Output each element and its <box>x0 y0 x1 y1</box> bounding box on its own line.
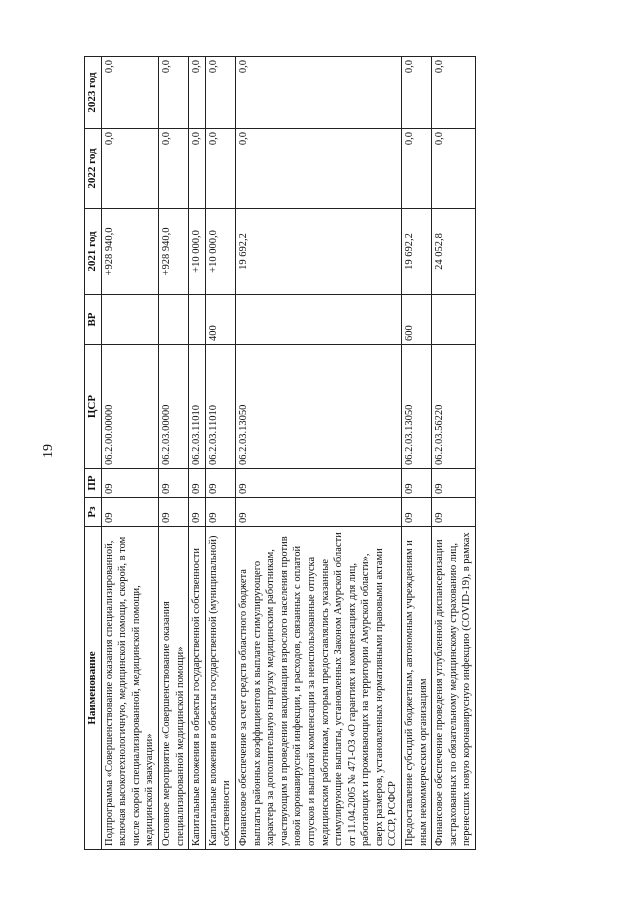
header-rz: Рз <box>85 498 102 527</box>
row-2021: 24 052,8 <box>432 209 476 295</box>
row-vr <box>101 295 158 345</box>
row-2023: 0,0 <box>101 57 158 129</box>
row-rz: 09 <box>235 498 401 527</box>
row-name: Предоставление субсидий бюджетным, автономным учреждениям и иным некоммерческим организациям <box>402 527 432 850</box>
row-name: Подпрограмма «Совершенствование оказания специализированной, включая высокотехнологичную, медицинской помощи, скорой, в том числе скорой специализированной, медицинской помощи, медицинской эвакуации» <box>101 527 158 850</box>
row-pr: 09 <box>189 469 206 498</box>
row-2021: +928 940,0 <box>158 209 188 295</box>
row-rz: 09 <box>432 498 476 527</box>
header-pr: ПР <box>85 469 102 498</box>
row-2023: 0,0 <box>158 57 188 129</box>
row-rz: 09 <box>205 498 235 527</box>
row-csr: 06.2.00.00000 <box>101 345 158 469</box>
row-2022: 0,0 <box>158 129 188 209</box>
row-name: Основное мероприятие «Совершенствование оказания специализированной медицинской помощи» <box>158 527 188 850</box>
row-2021: +10 000,0 <box>205 209 235 295</box>
row-pr: 09 <box>402 469 432 498</box>
row-csr: 06.2.03.00000 <box>158 345 188 469</box>
table-row <box>189 57 206 850</box>
row-2023: 0,0 <box>189 57 206 129</box>
row-name: Финансовое обеспечение за счет средств областного бюджета выплаты районных коэффициентов к выплате стимулирующего характера за дополнительную нагрузку медицинским работникам, участвующим в проведении вакцинации взрослого населения против новой коронавирусной инфекции, и расходов, связанных с оплатой отпусков и выплатой компенсации за неиспользованные отпуска медицинским работникам, которым предоставлялись указанные стимулирующие выплаты, установленных Законом Амурской области от 11.04.2005 № 471-ОЗ «О гарантиях и компенсациях для лиц, работающих и проживающих на территории Амурской области», сверх размеров, установленных нормативными правовыми актами СССР, РСФСР <box>235 527 401 850</box>
row-2023: 0,0 <box>432 57 476 129</box>
row-2023: 0,0 <box>235 57 401 129</box>
row-rz: 09 <box>158 498 188 527</box>
row-pr: 09 <box>158 469 188 498</box>
row-vr <box>189 295 206 345</box>
row-2021: 19 692,2 <box>402 209 432 295</box>
row-rz: 09 <box>101 498 158 527</box>
row-2022: 0,0 <box>432 129 476 209</box>
row-rz: 09 <box>189 498 206 527</box>
row-2022: 0,0 <box>101 129 158 209</box>
row-pr: 09 <box>101 469 158 498</box>
row-vr <box>158 295 188 345</box>
row-2023: 0,0 <box>205 57 235 129</box>
header-2022: 2022 год <box>85 129 102 209</box>
row-vr: 400 <box>205 295 235 345</box>
row-2021: 19 692,2 <box>235 209 401 295</box>
row-name: Капитальные вложения в объекты государственной собственности <box>189 527 206 850</box>
row-2022: 0,0 <box>402 129 432 209</box>
table-row <box>402 57 432 850</box>
row-csr: 06.2.03.11010 <box>189 345 206 469</box>
row-name: Финансовое обеспечение проведения углубленной диспансеризации застрахованных по обязательному медицинскому страхованию лиц, перенесших новую коронавирусную инфекцию (COVID-19), в рамках <box>432 527 476 850</box>
header-2021: 2021 год <box>85 209 102 295</box>
table-header-row <box>85 57 102 850</box>
table-row <box>101 57 158 850</box>
table-row <box>235 57 401 850</box>
row-2022: 0,0 <box>189 129 206 209</box>
row-2022: 0,0 <box>205 129 235 209</box>
header-csr: ЦСР <box>85 345 102 469</box>
page-number: 19 <box>41 444 56 458</box>
row-name: Капитальные вложения в объекты государственной (муниципальной) собственности <box>205 527 235 850</box>
rotated-table-container <box>84 57 628 850</box>
row-2022: 0,0 <box>235 129 401 209</box>
row-csr: 06.2.03.56220 <box>432 345 476 469</box>
row-rz: 09 <box>402 498 432 527</box>
row-csr: 06.2.03.11010 <box>205 345 235 469</box>
row-csr: 06.2.03.13050 <box>235 345 401 469</box>
table-row <box>205 57 235 850</box>
table-row <box>158 57 188 850</box>
header-vr: ВР <box>85 295 102 345</box>
header-2023: 2023 год <box>85 57 102 129</box>
landscape-page <box>84 57 628 850</box>
row-pr: 09 <box>205 469 235 498</box>
row-vr: 600 <box>402 295 432 345</box>
row-2023: 0,0 <box>402 57 432 129</box>
row-pr: 09 <box>235 469 401 498</box>
row-vr <box>432 295 476 345</box>
header-name: Наименование <box>85 527 102 850</box>
row-pr: 09 <box>432 469 476 498</box>
row-csr: 06.2.03.13050 <box>402 345 432 469</box>
row-2021: +10 000,0 <box>189 209 206 295</box>
row-2021: +928 940,0 <box>101 209 158 295</box>
row-vr <box>235 295 401 345</box>
table-row <box>432 57 476 850</box>
budget-table <box>84 56 476 850</box>
